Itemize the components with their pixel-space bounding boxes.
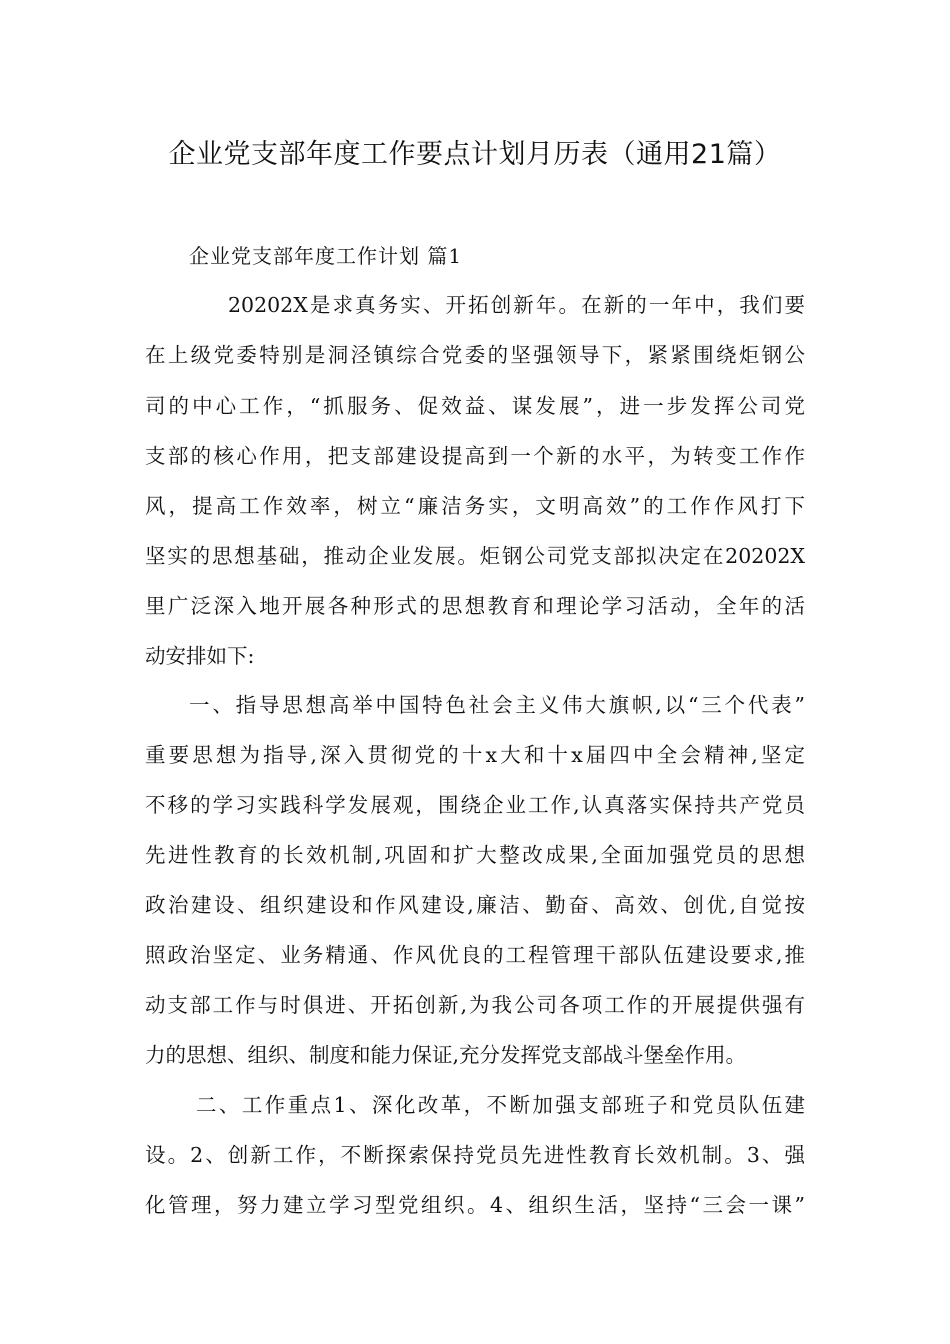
paragraph-line: 一、指导思想高举中国特色社会主义伟大旗帜,以“三个代表” <box>189 693 805 717</box>
paragraph-line: 化管理，努力建立学习型党组织。4、组织生活，坚持“三会一课” <box>145 1193 805 1217</box>
paragraph-line: 风，提高工作效率，树立“廉洁务实，文明高效”的工作作风打下 <box>145 494 805 518</box>
paragraph-line: 支部的核心作用，把支部建设提高到一个新的水平，为转变工作作 <box>145 444 805 468</box>
paragraph-line: 照政治坚定、业务精通、作风优良的工程管理干部队伍建设要求,推 <box>145 943 805 967</box>
paragraph-line: 动安排如下: <box>145 644 255 668</box>
section-heading: 企业党支部年度工作计划 篇1 <box>189 244 463 268</box>
paragraph-line: 设。2、创新工作，不断探索保持党员先进性教育长效机制。3、强 <box>145 1143 805 1167</box>
document-title: 企业党支部年度工作要点计划月历表（通用21篇） <box>168 139 782 170</box>
paragraph-line: 动支部工作与时俱进、开拓创新,为我公司各项工作的开展提供强有 <box>145 993 805 1017</box>
paragraph-line: 重要思想为指导,深入贯彻党的十x大和十x届四中全会精神,坚定 <box>145 743 805 767</box>
paragraph-line: 坚实的思想基础，推动企业发展。炬钢公司党支部拟决定在20202X <box>145 544 805 568</box>
paragraph-line: 力的思想、组织、制度和能力保证,充分发挥党支部战斗堡垒作用。 <box>145 1043 747 1067</box>
paragraph-line: 在上级党委特别是洞泾镇综合党委的坚强领导下，紧紧围绕炬钢公 <box>145 343 805 367</box>
paragraph-line: 司的中心工作，“抓服务、促效益、谋发展”，进一步发挥公司党 <box>145 394 805 418</box>
paragraph-line: 二、工作重点1、深化改革，不断加强支部班子和党员队伍建 <box>196 1093 805 1117</box>
paragraph-line: 政治建设、组织建设和作风建设,廉洁、勤奋、高效、创优,自觉按 <box>145 893 805 917</box>
paragraph-line: 不移的学习实践科学发展观，围绕企业工作,认真落实保持共产党员 <box>145 793 805 817</box>
paragraph-line: 20202X是求真务实、开拓创新年。在新的一年中，我们要 <box>228 293 805 317</box>
paragraph-line: 里广泛深入地开展各种形式的思想教育和理论学习活动，全年的活 <box>145 594 805 618</box>
paragraph-line: 先进性教育的长效机制,巩固和扩大整改成果,全面加强党员的思想 <box>145 843 805 867</box>
